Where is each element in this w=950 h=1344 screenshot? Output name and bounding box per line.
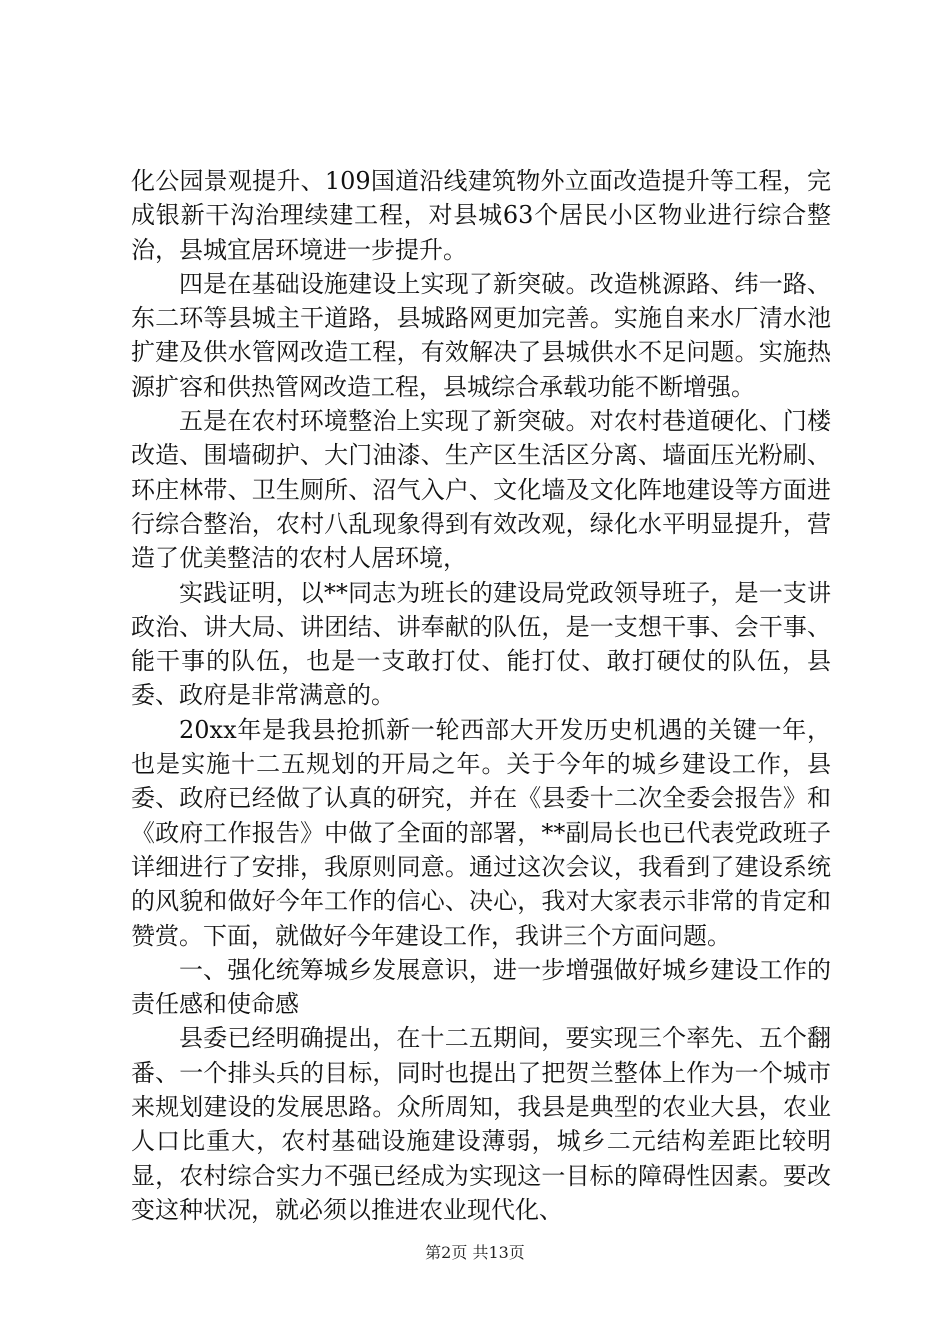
- paragraph-2: 四是在基础设施建设上实现了新突破。改造桃源路、纬一路、东二环等县城主干道路，县城路网更加完善。实施自来水厂清水池扩建及供水管网改造工程，有效解决了县城供水不足问题。实施热源扩容和供热管网改造工程，县城综合承载功能不断增强。: [131, 269, 831, 401]
- page-number: 第2页 共13页: [425, 1243, 525, 1262]
- paragraph-6: 县委已经明确提出，在十二五期间，要实现三个率先、五个翻番、一个排头兵的目标，同时也提出了把贺兰整体上作为一个城市来规划建设的发展思路。众所周知，我县是典型的农业大县，农业人口比重大，农村基础设施建设薄弱，城乡二元结构差距比较明显，农村综合实力不强已经成为实现这一目标的障碍性因素。要改变这种状况，就必须以推进农业现代化、: [131, 1024, 831, 1224]
- paragraph-1: 化公园景观提升、109国道沿线建筑物外立面改造提升等工程，完成银新干沟治理续建工程，对县城63个居民小区物业进行综合整治，县城宜居环境进一步提升。: [131, 167, 831, 264]
- section-heading-1: 一、强化统筹城乡发展意识，进一步增强做好城乡建设工作的责任感和使命感: [131, 955, 831, 1019]
- paragraph-3: 五是在农村环境整治上实现了新突破。对农村巷道硬化、门楼改造、围墙砌护、大门油漆、生产区生活区分离、墙面压光粉刷、环庄林带、卫生厕所、沼气入户、文化墙及文化阵地建设等方面进行综合整治，农村八乱现象得到有效改观，绿化水平明显提升，营造了优美整洁的农村人居环境，: [131, 407, 831, 573]
- paragraph-4: 实践证明，以**同志为班长的建设局党政领导班子，是一支讲政治、讲大局、讲团结、讲奉献的队伍，是一支想干事、会干事、能干事的队伍，也是一支敢打仗、能打仗、敢打硬仗的队伍，县委、政府是非常满意的。: [131, 578, 831, 710]
- page-footer: [0, 1243, 950, 1263]
- document-body: [131, 164, 831, 1227]
- paragraph-5: 20xx年是我县抢抓新一轮西部大开发历史机遇的关键一年，也是实施十二五规划的开局之年。关于今年的城乡建设工作，县委、政府已经做了认真的研究，并在《县委十二次全委会报告》和《政府工作报告》中做了全面的部署，**副局长也已代表党政班子详细进行了安排，我原则同意。通过这次会议，我看到了建设系统的风貌和做好今年工作的信心、决心，我对大家表示非常的肯定和赞赏。下面，就做好今年建设工作，我讲三个方面问题。: [131, 715, 831, 950]
